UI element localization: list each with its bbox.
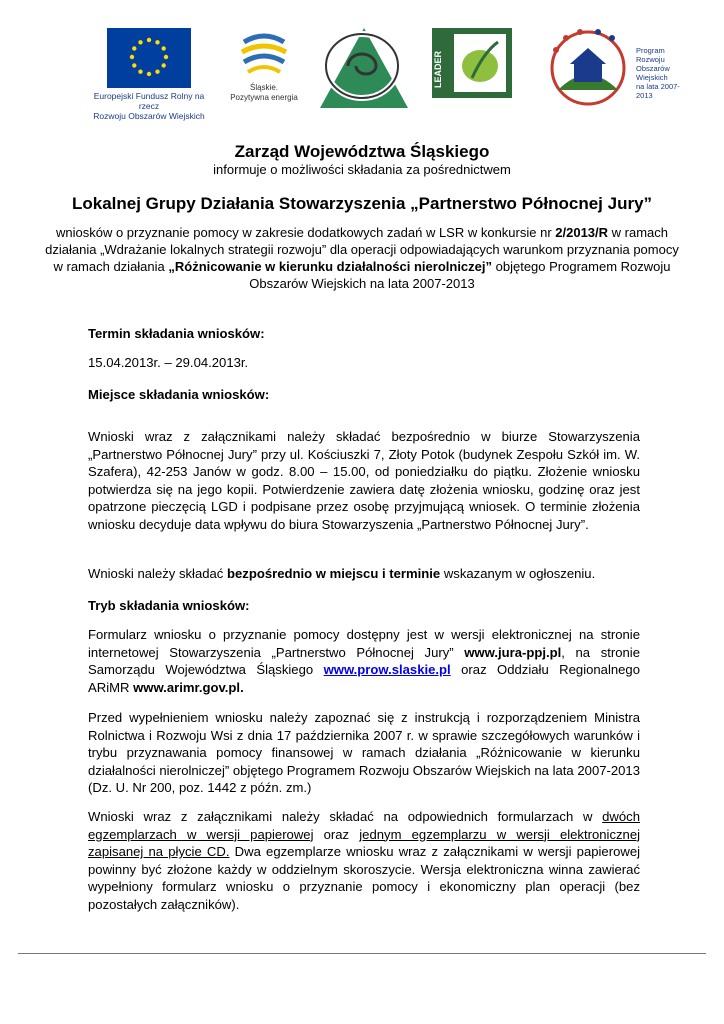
termin-value: 15.04.2013r. – 29.04.2013r. bbox=[88, 355, 249, 370]
prow-caption-5: na lata 2007-2013 bbox=[636, 82, 680, 100]
triangle-spiral-icon bbox=[316, 22, 412, 112]
page-title: Zarząd Województwa Śląskiego bbox=[234, 142, 490, 161]
eu-caption-1: Europejski Fundusz Rolny na rzecz bbox=[93, 91, 205, 111]
eu-caption-2: Rozwoju Obszarów Wiejskich bbox=[93, 111, 205, 121]
p3-text-b: , na stronie Samorządu Województwa Śląskiego bbox=[88, 644, 640, 677]
eu-flag-icon bbox=[107, 28, 191, 88]
intro-text-c: objętego Programem Rozwoju Obszarów Wiejskich na lata 2007-2013 bbox=[249, 259, 671, 291]
intro-text-a: wniosków o przyznanie pomocy w zakresie dodatkowych zadań w LSR w konkursie nr bbox=[55, 225, 556, 240]
p3-text-c: oraz Oddziału Regionalnego ARiMR bbox=[88, 662, 640, 695]
copies-paragraph bbox=[88, 808, 640, 913]
note-text-b: wskazanym w ogłoszeniu. bbox=[440, 566, 596, 581]
note-text-a: Wnioski należy składać bbox=[88, 566, 227, 581]
paper-copies-text: dwóch egzemplarzach w wersji papierowej bbox=[88, 809, 640, 842]
intro-text-a2: w ramach działania „Wdrażanie lokalnych strategii rozwoju” dla operacji odpowiadających warunkom przyznania pomocy w ramach działania bbox=[45, 225, 679, 274]
prow-caption-4: Wiejskich bbox=[636, 73, 668, 82]
p5-text-c: Dwa egzemplarze wniosku wraz z załącznikami w wersji papierowej powinny być złożone każdy w oddzielnym skoroszycie. Wersja elektroniczna winna zawierać wypełniony formularz wniosku o przyznanie pomocy i ekonomiczny plan operacji (bez pozostałych załączników). bbox=[88, 844, 641, 912]
prow-caption-2: Rozwoju bbox=[636, 55, 665, 64]
miejsce-label: Miejsce składania wniosków: bbox=[88, 387, 270, 402]
prow-caption-1: Program bbox=[636, 46, 665, 55]
contest-number: 2/2013/R bbox=[555, 225, 609, 240]
intro-paragraph bbox=[40, 224, 684, 292]
eu-fund-logo bbox=[84, 28, 214, 121]
slaskie-caption-2: Pozytywna energia bbox=[230, 93, 298, 102]
logo-bar bbox=[0, 18, 724, 128]
tryb-label: Tryb składania wniosków: bbox=[88, 598, 250, 613]
footer-divider bbox=[18, 953, 706, 954]
leader-text: LEADER bbox=[433, 50, 443, 88]
regulation-paragraph: Przed wypełnieniem wniosku należy zapoznać się z instrukcją i rozporządzeniem Ministra Rolnictwa i Rozwoju Wsi z dnia 17 października 2007 r. w sprawie szczegółowych warunków i trybu przyznawania pomocy finansowej w ramach działania „Różnicowanie w kierunku działalności nierolniczej” objętego Programem Rozwoju Obszarów Wiejskich na lata 2007-2013 (Dz. U. Nr 200, poz. 1442 z późn. zm.) bbox=[88, 710, 640, 795]
leader-logo bbox=[432, 28, 512, 98]
page-subtitle: informuje o możliwości składania za pośrednictwem bbox=[213, 162, 511, 177]
arimr-link[interactable]: www.arimr.gov.pl. bbox=[133, 679, 244, 695]
form-availability-paragraph bbox=[88, 626, 640, 696]
termin-label: Termin składania wniosków: bbox=[88, 326, 265, 341]
slaskie-waves-icon bbox=[234, 30, 294, 76]
note-bold: bezpośrednio w miejscu i terminie bbox=[227, 566, 441, 581]
prow-caption-3: Obszarów bbox=[636, 64, 670, 73]
organization-heading: Lokalnej Grupy Działania Stowarzyszenia „Partnerstwo Północnej Jury” bbox=[71, 194, 653, 213]
jura-ppj-link[interactable]: www.jura-ppj.pl bbox=[464, 644, 562, 660]
prow-slaskie-link[interactable]: www.prow.slaskie.pl bbox=[323, 662, 451, 677]
prow-wreath-icon bbox=[540, 20, 636, 116]
submission-note bbox=[88, 565, 640, 583]
electronic-copy-text: jednym egzemplarzu w wersji elektronicznej zapisanej na płycie CD. bbox=[88, 826, 641, 859]
miejsce-paragraph: Wnioski wraz z załącznikami należy składać bezpośrednio w biurze Stowarzyszenia „Partnerstwo Północnej Jury” przy ul. Kościuszki 7, Złoty Potok (budynek Zespołu Szkół im. W. Szafera), 42-253 Janów w godz. 8.00 – 15.00, od poniedziałku do piątku. Złożenie wniosku potwierdza się na jego kopii. Potwierdzenie zawiera datę złożenia wniosku, godzinę oraz jest opatrzone pieczęcią LGD i podpisane przez osobę przyjmującą wniosek. O terminie złożenia wniosku decyduje data wpływu do biura Stowarzyszenia „Partnerstwo Północnej Jury”. bbox=[88, 429, 640, 532]
slaskie-logo bbox=[224, 30, 304, 103]
p5-text-b: oraz bbox=[313, 826, 360, 842]
action-name: „Różnicowanie w kierunku działalności nierolniczej” bbox=[168, 259, 493, 274]
prow-logo bbox=[540, 20, 690, 120]
prow-caption bbox=[636, 46, 690, 100]
p3-text-a: Formularz wniosku o przyznanie pomocy dostępny jest w wersji elektronicznej na stronie internetowej Stowarzyszenia „Partnerstwo Północnej Jury” bbox=[88, 627, 640, 660]
slaskie-caption-1: Śląskie. bbox=[249, 83, 278, 92]
lgd-triangle-logo bbox=[316, 22, 412, 112]
p5-text-a: Wnioski wraz z załącznikami należy składać na odpowiednich formularzach w bbox=[88, 809, 603, 824]
leader-icon bbox=[432, 28, 512, 98]
